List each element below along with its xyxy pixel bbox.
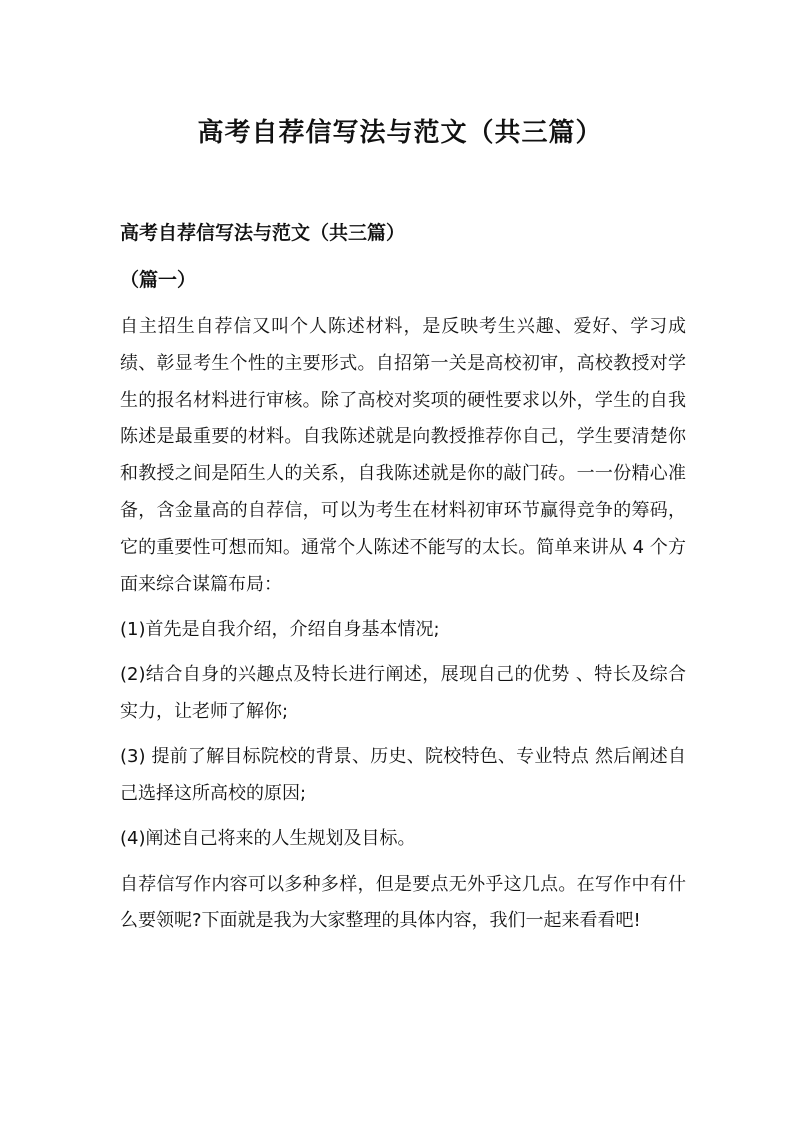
part-heading: （篇一） — [120, 269, 197, 291]
section-heading: 高考自荐信写法与范文（共三篇） — [120, 222, 406, 244]
intro-paragraph: 自主招生自荐信又叫个人陈述材料，是反映考生兴趣、爱好、学习成绩、彰显考生个性的主要形式。自招第一关是高校初审，高校教授对学生的报名材料进行审核。除了高校对奖项的硬性要求以外，学生的自我陈述是最重要的材料。自我陈述就是向教授推荐你自己，学生要清楚你和教授之间是陌生人的关系，自我陈述就是你的敲门砖。一一份精心准备，含金量高的自荐信，可以为考生在材料初审环节赢得竞争的筹码，它的重要性可想而知。通常个人陈述不能写的太长。简单来讲从 4 个方面来综合谋篇布局： — [120, 316, 686, 595]
list-item-1: (1)首先是自我介绍，介绍自身基本情况; — [120, 618, 440, 640]
list-item-2: (2)结合自身的兴趣点及特长进行阐述，展现自己的优势 、特长及综合实力，让老师了解你; — [120, 664, 686, 722]
closing-paragraph: 自荐信写作内容可以多种多样，但是要点无外乎这几点。在写作中有什么要领呢?下面就是我为大家整理的具体内容，我们一起来看看吧! — [120, 873, 686, 932]
document-title: 高考自荐信写法与范文（共三篇） — [197, 118, 603, 148]
list-item-3: (3) 提前了解目标院校的背景、历史、院校特色、专业特点 然后阐述自己选择这所高校的原因; — [120, 746, 686, 805]
document-body — [120, 309, 686, 949]
list-item-4: (4)阐述自己将来的人生规划及目标。 — [120, 828, 416, 850]
